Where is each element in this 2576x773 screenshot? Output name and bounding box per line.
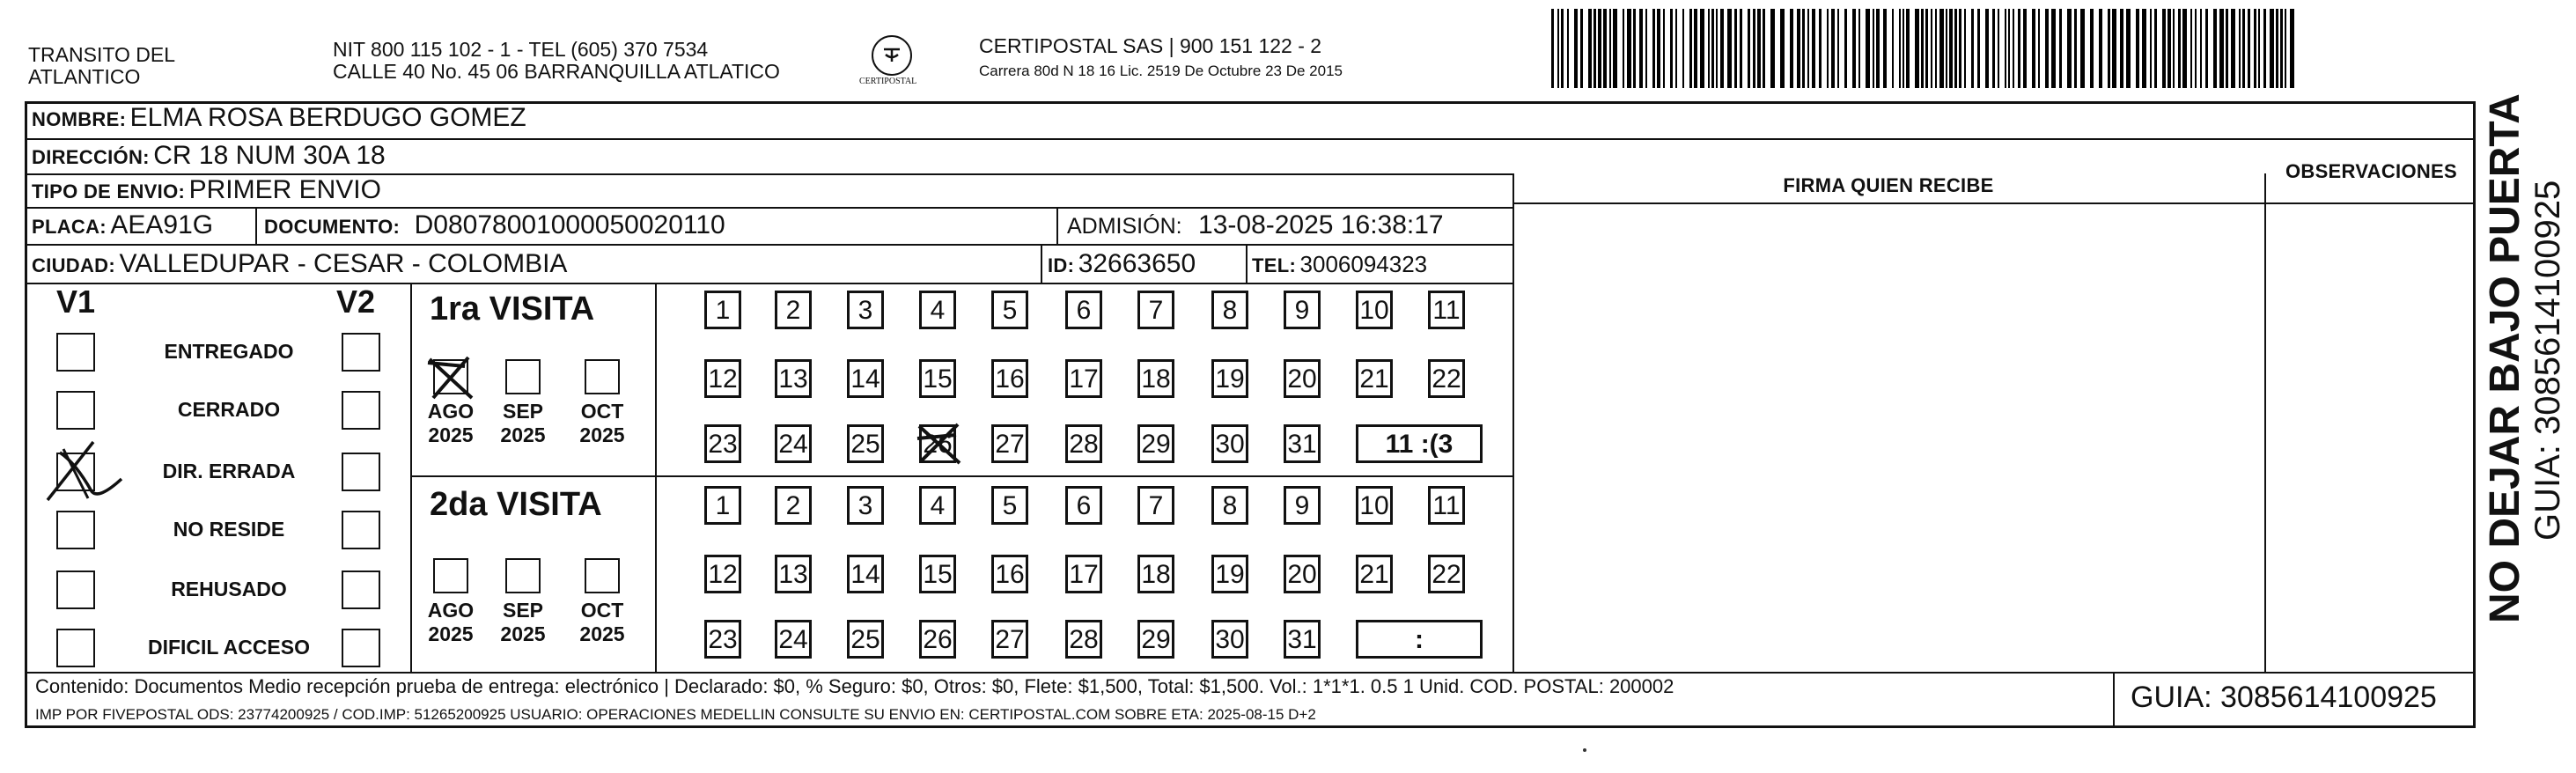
rule [2113, 672, 2115, 728]
month-year: 2025 [579, 622, 625, 645]
barcode-bar [2051, 9, 2056, 88]
day-box[interactable]: 2 [775, 486, 812, 525]
barcode-bar [2205, 9, 2208, 88]
v2-checkbox[interactable] [342, 629, 380, 667]
status-label: DIFICIL ACCESO [147, 636, 310, 659]
month-year: 2025 [500, 423, 546, 446]
barcode-bar [1939, 9, 1944, 88]
day-box[interactable]: 26 [919, 620, 956, 659]
rule [2264, 173, 2266, 672]
barcode-bar [2280, 9, 2283, 88]
v1-checkbox[interactable] [56, 511, 95, 549]
day-box[interactable]: 14 [847, 359, 884, 398]
barcode-bar [2270, 9, 2274, 88]
status-label: DIR. ERRADA [162, 460, 296, 482]
barcode-bar [1652, 9, 1655, 88]
month-checkbox[interactable] [505, 359, 541, 394]
month-checkbox[interactable] [585, 359, 620, 394]
signature-area[interactable] [1516, 206, 2263, 671]
nombre-value: ELMA ROSA BERDUGO GOMEZ [129, 103, 526, 132]
placa-value: AEA91G [110, 210, 214, 239]
barcode-bar [2005, 9, 2006, 88]
barcode-bar [2290, 9, 2294, 88]
barcode-bar [1609, 9, 1611, 88]
barcode-bar [2226, 9, 2228, 88]
barcode-bar [2182, 9, 2187, 88]
day-box[interactable]: 25 [847, 424, 884, 463]
barcode-image [1551, 9, 2296, 88]
barcode-bar [1985, 9, 1989, 88]
documento-row [264, 210, 725, 240]
barcode-bar [2213, 9, 2217, 88]
day-box[interactable]: 23 [704, 620, 741, 659]
barcode-bar [2150, 9, 2152, 88]
barcode-bar [2162, 9, 2166, 88]
day-box[interactable]: 21 [1356, 555, 1393, 593]
barcode-bar [1780, 9, 1785, 88]
barcode-bar [1748, 9, 1750, 88]
barcode-bar [1915, 9, 1919, 88]
day-box[interactable]: 27 [991, 620, 1028, 659]
month-name: SEP [502, 400, 544, 423]
day-box[interactable]: 22 [1428, 359, 1465, 398]
barcode-bar [1903, 9, 1904, 88]
tel-row [1252, 251, 1427, 278]
barcode-bar [1639, 9, 1643, 88]
id-label: ID: [1048, 254, 1075, 276]
barcode-bar [1557, 9, 1559, 88]
barcode-bar [1763, 9, 1765, 88]
barcode-bar [1700, 9, 1704, 88]
barcode-bar [2059, 9, 2062, 88]
v1-checkbox[interactable] [56, 571, 95, 609]
barcode-bar [1946, 9, 1947, 88]
barcode-bar [1645, 9, 1647, 88]
day-box[interactable]: 9 [1284, 486, 1321, 525]
barcode-bar [1675, 9, 1677, 88]
barcode-bar [1727, 9, 1732, 88]
month-label [497, 599, 549, 646]
month-checkbox[interactable] [433, 558, 468, 593]
barcode-bar [2178, 9, 2181, 88]
barcode-bar [1831, 9, 1835, 88]
month-year: 2025 [579, 423, 625, 446]
day-box[interactable]: 19 [1211, 555, 1248, 593]
admision-row [1067, 210, 1444, 240]
rule [25, 207, 1512, 209]
day-box[interactable]: 15 [919, 359, 956, 398]
barcode-bar [2142, 9, 2146, 88]
barcode-bar [2112, 9, 2116, 88]
barcode-bar [2136, 9, 2139, 88]
barcode-bar [1998, 9, 1999, 88]
observaciones-label: OBSERVACIONES [2285, 160, 2457, 182]
day-box[interactable]: 29 [1137, 424, 1174, 463]
day-box[interactable]: 7 [1137, 291, 1174, 329]
footer-imp: IMP POR FIVEPOSTAL ODS: 23774200925 / COD.IMP: 51265200925 USUARIO: OPERACIONES MEDELLIN CONSULTE SU ENVIO EN: CERTIPOSTAL.COM SOBRE ETA: 2025-08-15 D+2 [35, 706, 1316, 723]
day-box[interactable]: 16 [991, 555, 1028, 593]
day-box[interactable]: 25 [847, 620, 884, 659]
rule [25, 244, 1512, 246]
barcode-bar [1627, 9, 1631, 88]
day-box[interactable]: 10 [1356, 291, 1393, 329]
footer-contenido: Contenido: Documentos Medio recepción prueba de entrega: electrónico | Declarado: $0, % Seguro: $0, Otros: $0, Flete: $1,500, Total: $1,500. Vol.: 1*1*1. 0.5 1 Unid. COD. POSTAL: 200002 [35, 675, 1674, 697]
barcode-bar [2074, 9, 2077, 88]
barcode-bar [2108, 9, 2110, 88]
barcode-bar [2242, 9, 2245, 88]
v1-checkmark [40, 437, 129, 512]
month-name: SEP [502, 599, 544, 622]
barcode-bar [1906, 9, 1910, 88]
day-box[interactable]: 12 [704, 359, 741, 398]
barcode-bar [1708, 9, 1710, 88]
barcode-bar [1892, 9, 1894, 88]
barcode-bar [1694, 9, 1697, 88]
day-box[interactable]: 8 [1211, 486, 1248, 525]
day-box[interactable]: 28 [1065, 620, 1102, 659]
month-year: 2025 [500, 622, 546, 645]
barcode-bar [2285, 9, 2286, 88]
day-box[interactable]: 20 [1284, 555, 1321, 593]
logo-text: CERTIPOSTAL [859, 77, 917, 86]
barcode-bar [2239, 9, 2241, 88]
barcode-bar [1770, 9, 1775, 88]
barcode-bar [2258, 9, 2260, 88]
documento-value: D08078001000050020110 [414, 210, 725, 239]
rule [25, 283, 1512, 284]
day-box[interactable]: 3 [847, 291, 884, 329]
barcode-bar [1603, 9, 1607, 88]
barcode-bar [1977, 9, 1980, 88]
barcode-bar [2276, 9, 2278, 88]
barcode-bar [2168, 9, 2171, 88]
barcode-bar [1716, 9, 1718, 88]
barcode-bar [1852, 9, 1856, 88]
barcode-bar [1992, 9, 1995, 88]
barcode-bar [1613, 9, 1617, 88]
day-box[interactable]: 7 [1137, 486, 1174, 525]
barcode-bar [2038, 9, 2040, 88]
barcode-bar [1551, 9, 1554, 88]
rule [1246, 244, 1248, 283]
day-box[interactable]: 14 [847, 555, 884, 593]
barcode-bar [1757, 9, 1761, 88]
barcode-bar [1873, 9, 1874, 88]
day-box[interactable]: 12 [704, 555, 741, 593]
ciudad-label: CIUDAD: [32, 254, 115, 276]
month-name: OCT [580, 599, 624, 622]
day-box[interactable]: 16 [991, 359, 1028, 398]
tipo-label: TIPO DE ENVIO: [32, 180, 186, 202]
barcode-bar [1561, 9, 1564, 88]
day-box[interactable]: 10 [1356, 486, 1393, 525]
v2-checkbox[interactable] [342, 333, 380, 372]
footer-guia: GUIA: 3085614100925 [2131, 681, 2437, 714]
id-row [1048, 249, 1196, 279]
rule [410, 283, 412, 672]
rule [1041, 244, 1042, 283]
day-box[interactable]: 31 [1284, 620, 1321, 659]
month-name: AGO [427, 400, 475, 423]
status-label: REHUSADO [171, 578, 287, 600]
barcode-bar [1925, 9, 1928, 88]
barcode-bar [1753, 9, 1755, 88]
side-warning: NO DEJAR BAJO PUERTA [2482, 93, 2528, 623]
day-box[interactable]: 9 [1284, 291, 1321, 329]
day-box[interactable]: 15 [919, 555, 956, 593]
placa-label: PLACA: [32, 216, 107, 238]
barcode-bar [1689, 9, 1692, 88]
ciudad-row [32, 249, 567, 279]
day-box[interactable]: 6 [1065, 486, 1102, 525]
side-guia: GUIA: 3085614100925 [2528, 180, 2567, 541]
barcode-bar [2090, 9, 2094, 88]
barcode-bar [2154, 9, 2157, 88]
barcode-bar [1827, 9, 1829, 88]
barcode-bar [1588, 9, 1592, 88]
tipo-value: PRIMER ENVIO [188, 175, 381, 204]
ciudad-value: VALLEDUPAR - CESAR - COLOMBIA [119, 249, 568, 278]
header-company [979, 35, 1343, 81]
direccion-value: CR 18 NUM 30A 18 [153, 141, 386, 170]
month-year: 2025 [428, 423, 474, 446]
barcode-bar [1720, 9, 1724, 88]
day-box[interactable]: 29 [1137, 620, 1174, 659]
rule [25, 138, 2476, 140]
barcode-bar [2032, 9, 2035, 88]
id-value: 32663650 [1078, 249, 1196, 278]
barcode-bar [2173, 9, 2175, 88]
barcode-bar [2126, 9, 2131, 88]
day-box[interactable]: 24 [775, 424, 812, 463]
status-label: NO RESIDE [173, 518, 285, 541]
visit1-title: 1ra VISITA [430, 291, 595, 328]
barcode-bar [1837, 9, 1839, 88]
barcode-bar [1593, 9, 1596, 88]
logo-icon [872, 35, 912, 76]
barcode-bar [2120, 9, 2123, 88]
barcode-bar [1883, 9, 1887, 88]
day-box[interactable]: 13 [775, 359, 812, 398]
observaciones-area[interactable] [2268, 206, 2474, 671]
day-box[interactable]: 4 [919, 291, 956, 329]
barcode-bar [2195, 9, 2197, 88]
time-box[interactable]: : [1356, 620, 1483, 659]
rule [1512, 173, 1514, 672]
header-org-line1: TRANSITO DEL [28, 43, 175, 66]
barcode-bar [1663, 9, 1665, 88]
barcode-bar [2013, 9, 2014, 88]
status-label: ENTREGADO [164, 340, 294, 363]
month-year: 2025 [428, 622, 474, 645]
day-box[interactable]: 23 [704, 424, 741, 463]
v2-checkbox[interactable] [342, 391, 380, 430]
barcode-bar [1964, 9, 1966, 88]
day-box[interactable]: 31 [1284, 424, 1321, 463]
day-box[interactable]: 2 [775, 291, 812, 329]
barcode-bar [2008, 9, 2010, 88]
barcode-bar [1790, 9, 1793, 88]
day-box[interactable]: 4 [919, 486, 956, 525]
barcode-bar [1682, 9, 1684, 88]
month-checkbox[interactable] [585, 558, 620, 593]
month-name: OCT [580, 400, 624, 423]
barcode-bar [1633, 9, 1636, 88]
status-label: CERRADO [177, 398, 281, 421]
rule [1512, 202, 2476, 204]
day-box[interactable]: 1 [704, 291, 741, 329]
day-box[interactable]: 22 [1428, 555, 1465, 593]
barcode-bar [2045, 9, 2049, 88]
v1-label: V1 [56, 283, 96, 320]
barcode-bar [1949, 9, 1953, 88]
barcode-bar [2231, 9, 2235, 88]
day-box[interactable]: 19 [1211, 359, 1248, 398]
barcode-bar [1858, 9, 1860, 88]
nombre-label: NOMBRE: [32, 108, 127, 130]
month-label [497, 400, 549, 447]
month-label [424, 599, 477, 646]
rule [410, 475, 1512, 477]
month-name: AGO [427, 599, 475, 622]
month-checkbox[interactable] [505, 558, 541, 593]
admision-label: ADMISIÓN: [1067, 214, 1182, 239]
barcode-bar [2200, 9, 2202, 88]
barcode-bar [1802, 9, 1805, 88]
month-label [576, 599, 629, 646]
barcode-bar [2080, 9, 2085, 88]
rule [25, 672, 2476, 674]
barcode-bar [1844, 9, 1847, 88]
barcode-bar [1734, 9, 1737, 88]
barcode-bar [2018, 9, 2020, 88]
barcode-bar [1623, 9, 1624, 88]
direccion-row [32, 141, 386, 171]
barcode-bar [1959, 9, 1961, 88]
day-box[interactable]: 5 [991, 486, 1028, 525]
v1-checkbox[interactable] [56, 391, 95, 430]
day-box[interactable]: 6 [1065, 291, 1102, 329]
barcode-bar [1812, 9, 1815, 88]
day-box[interactable]: 13 [775, 555, 812, 593]
barcode-bar [1876, 9, 1880, 88]
rule [655, 283, 657, 672]
barcode-bar [1899, 9, 1901, 88]
barcode-bar [1598, 9, 1601, 88]
barcode-bar [1921, 9, 1924, 88]
header-address: CALLE 40 No. 45 06 BARRANQUILLA ATLATICO [333, 60, 780, 83]
certipostal-logo [850, 35, 930, 93]
v1-checkbox[interactable] [56, 333, 95, 372]
v2-checkbox[interactable] [342, 511, 380, 549]
tel-label: TEL: [1252, 254, 1297, 276]
documento-label: DOCUMENTO: [264, 216, 401, 238]
barcode-bar [1931, 9, 1932, 88]
barcode-bar [2067, 9, 2072, 88]
day-box[interactable]: 11 [1428, 486, 1465, 525]
header-company-line: CERTIPOSTAL SAS | 900 151 122 - 2 [979, 34, 1322, 57]
day-box[interactable]: 30 [1211, 620, 1248, 659]
month-checkmark [424, 354, 481, 408]
day-box[interactable]: 17 [1065, 555, 1102, 593]
day-box[interactable]: 26 [919, 424, 956, 463]
placa-row [32, 210, 213, 240]
time-box[interactable]: 11 :(3 [1356, 424, 1483, 463]
day-box[interactable]: 27 [991, 424, 1028, 463]
header-nit: NIT 800 115 102 - 1 - TEL (605) 370 7534 [333, 38, 709, 61]
day-checkmark [914, 421, 967, 473]
day-box[interactable]: 18 [1137, 359, 1174, 398]
barcode-bar [1797, 9, 1800, 88]
day-box[interactable]: 24 [775, 620, 812, 659]
nombre-row [32, 103, 526, 133]
visit2-title: 2da VISITA [430, 486, 602, 523]
day-box[interactable]: 30 [1211, 424, 1248, 463]
month-label [576, 400, 629, 447]
barcode-bar [1807, 9, 1809, 88]
header-org-line2: ATLANTICO [28, 65, 141, 88]
barcode-bar [1971, 9, 1974, 88]
rule [255, 207, 257, 244]
barcode-bar [1866, 9, 1870, 88]
day-box[interactable]: 28 [1065, 424, 1102, 463]
tel-value: 3006094323 [1299, 251, 1428, 277]
barcode-bar [1574, 9, 1578, 88]
v2-checkbox[interactable] [342, 453, 380, 491]
barcode-bar [1567, 9, 1569, 88]
admision-value: 13-08-2025 16:38:17 [1198, 210, 1444, 239]
barcode-bar [1819, 9, 1822, 88]
tipo-row [32, 175, 381, 205]
day-box[interactable]: 17 [1065, 359, 1102, 398]
header-contact [333, 39, 780, 83]
day-box[interactable]: 18 [1137, 555, 1174, 593]
v2-checkbox[interactable] [342, 571, 380, 609]
barcode-bar [1657, 9, 1660, 88]
v1-checkbox[interactable] [56, 629, 95, 667]
day-box[interactable]: 3 [847, 486, 884, 525]
day-box[interactable]: 1 [704, 486, 741, 525]
barcode-bar [1670, 9, 1673, 88]
day-box[interactable]: 5 [991, 291, 1028, 329]
barcode-bar [1711, 9, 1714, 88]
barcode-bar [2248, 9, 2250, 88]
day-box[interactable]: 20 [1284, 359, 1321, 398]
barcode-bar [1954, 9, 1957, 88]
barcode-bar [2254, 9, 2256, 88]
header-org-name [28, 44, 175, 88]
barcode-bar [2219, 9, 2224, 88]
firma-label: FIRMA QUIEN RECIBE [1783, 174, 1994, 196]
header-license: Carrera 80d N 18 16 Lic. 2519 De Octubre 23 De 2015 [979, 63, 1343, 79]
direccion-label: DIRECCIÓN: [32, 146, 150, 168]
speck [1583, 748, 1586, 752]
barcode-bar [1935, 9, 1937, 88]
barcode-bar [2263, 9, 2266, 88]
v2-label: V2 [336, 283, 376, 320]
day-box[interactable]: 21 [1356, 359, 1393, 398]
barcode-bar [2099, 9, 2102, 88]
day-box[interactable]: 8 [1211, 291, 1248, 329]
barcode-bar [1740, 9, 1742, 88]
rule [1056, 207, 1058, 244]
day-box[interactable]: 11 [1428, 291, 1465, 329]
barcode-bar [2190, 9, 2192, 88]
barcode-bar [1580, 9, 1583, 88]
barcode-bar [2023, 9, 2027, 88]
